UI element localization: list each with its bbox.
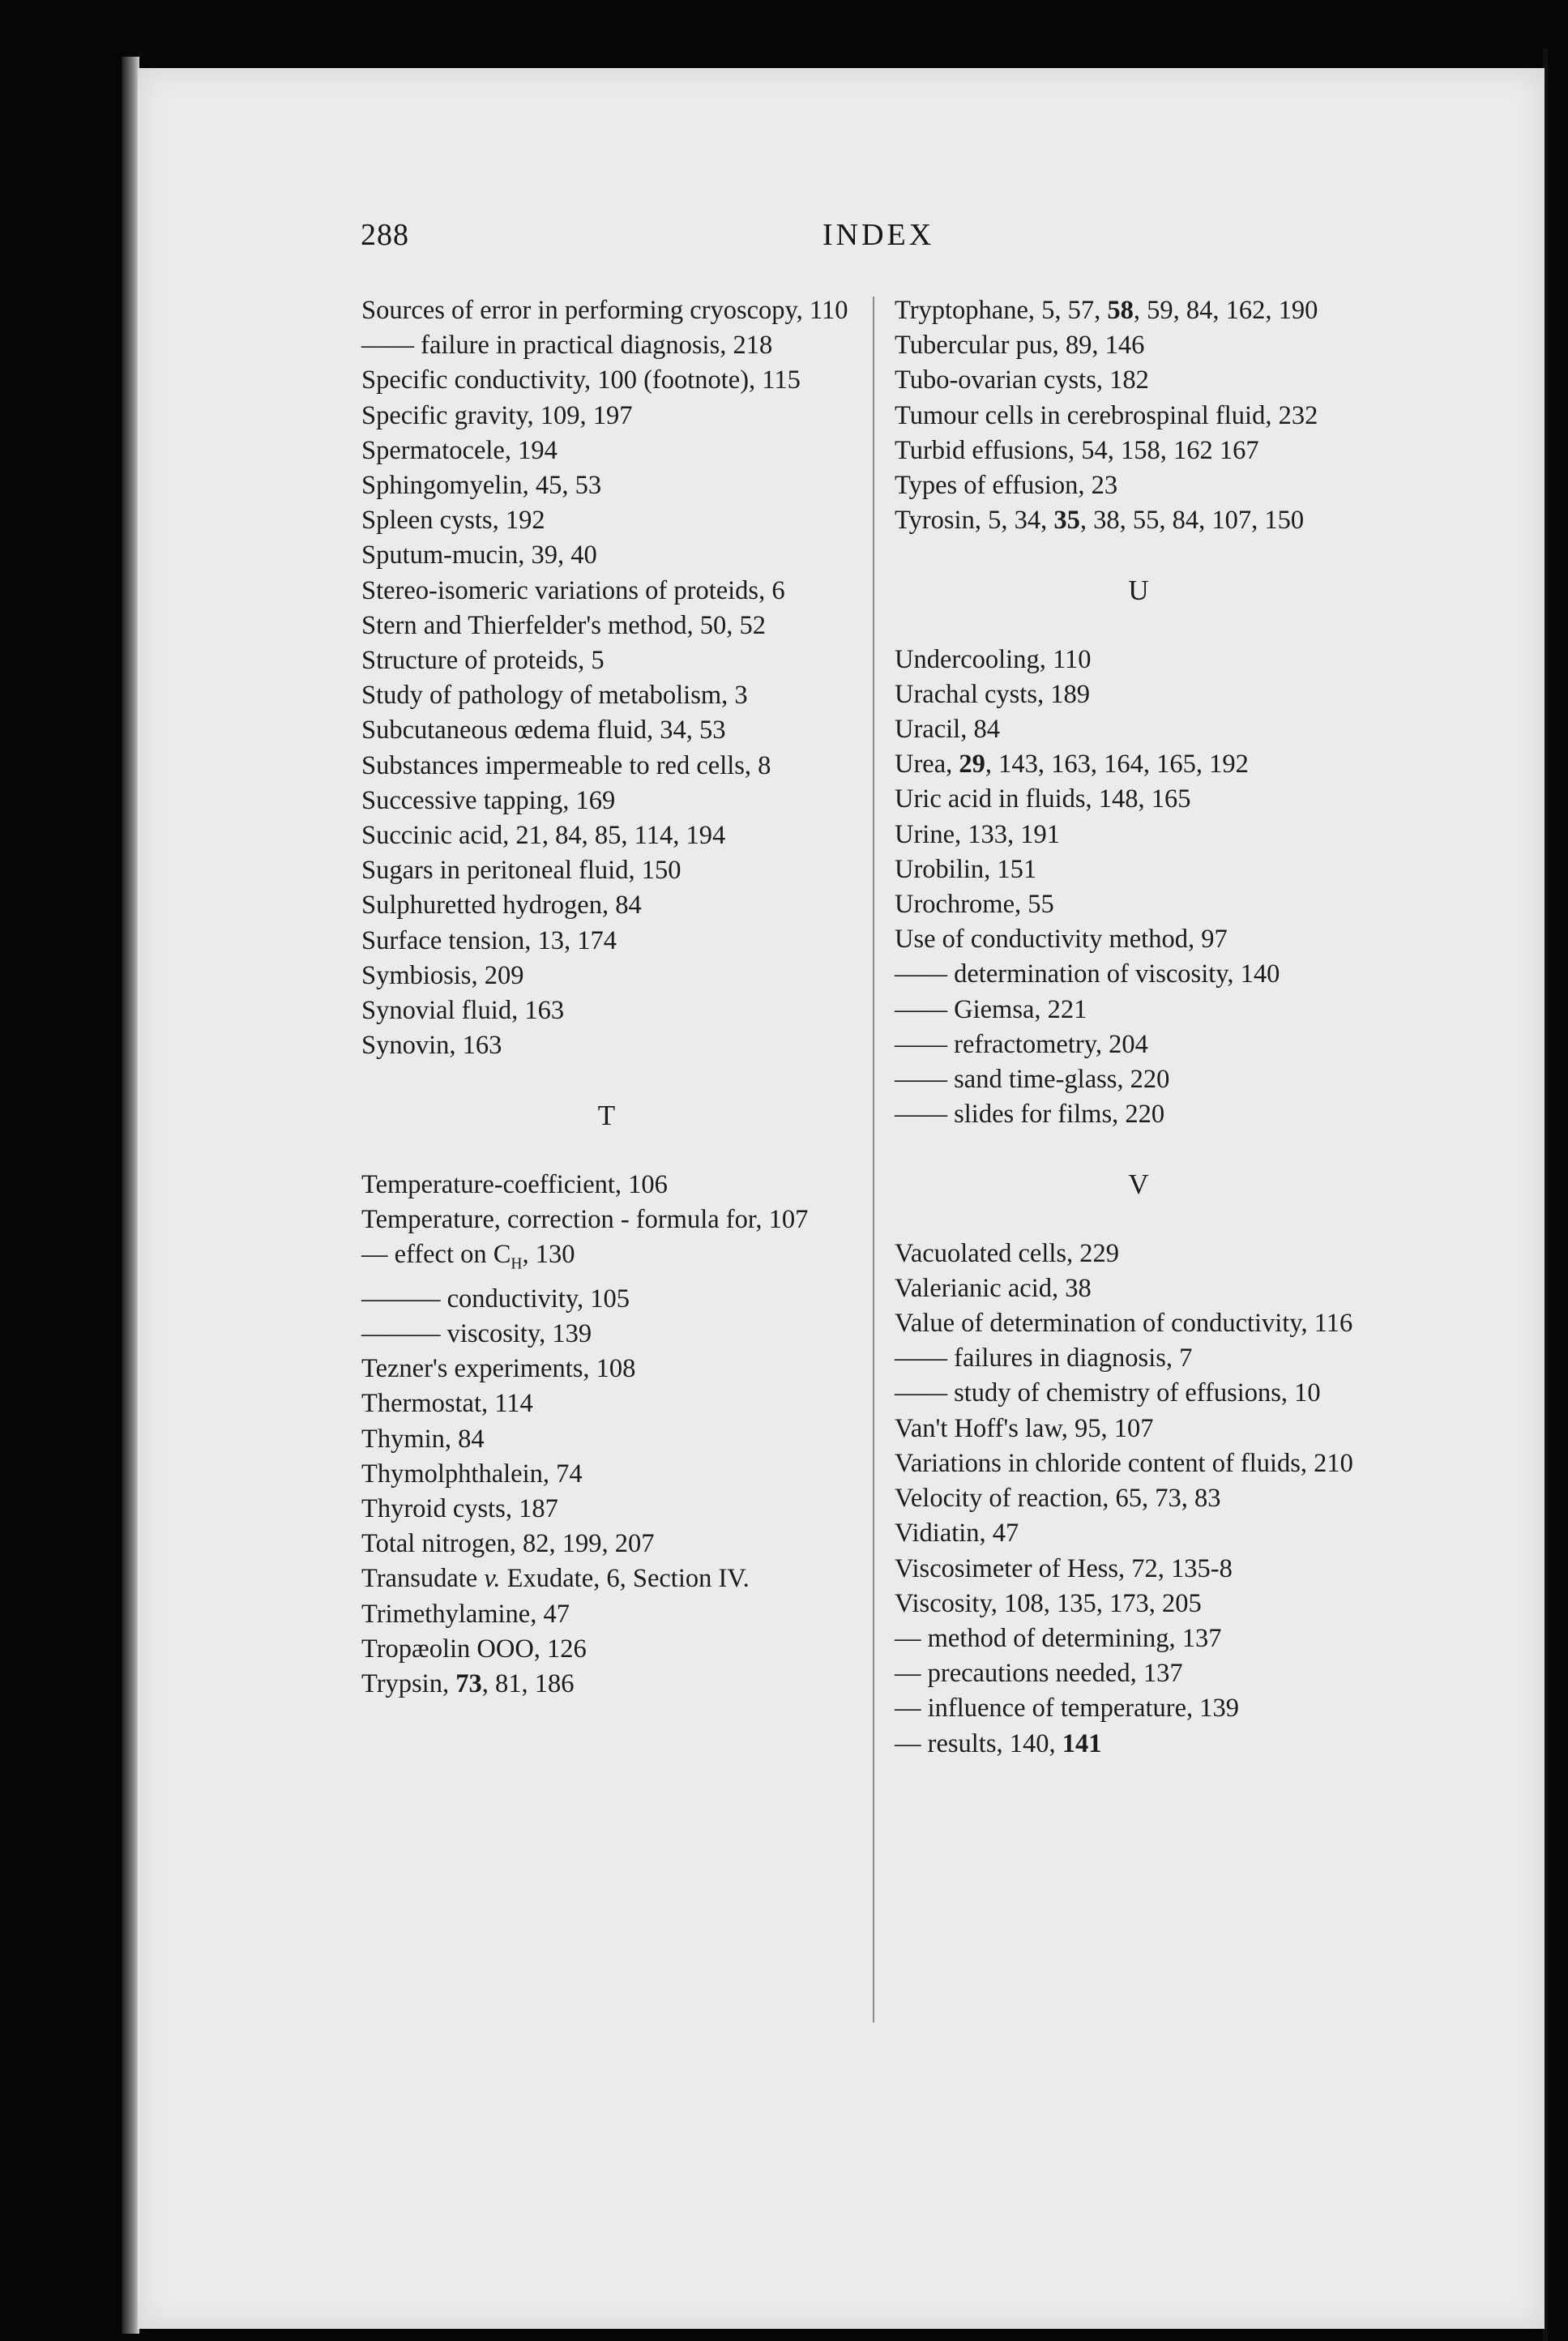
index-entry: Succinic acid, 21, 84, 85, 114, 194: [361, 821, 726, 851]
index-entry: Trimethylamine, 47: [361, 1599, 570, 1629]
index-entry: —— slides for films, 220: [895, 1100, 1165, 1130]
entry-text: , 143, 163, 164, 165, 192: [985, 750, 1249, 780]
index-entry: Turbid effusions, 54, 158, 162 167: [895, 435, 1259, 465]
index-left-column: [361, 293, 852, 1702]
index-entry: Spleen cysts, 192: [361, 506, 545, 536]
index-entry: Specific conductivity, 100 (footnote), 115: [361, 365, 801, 395]
index-entry: —— study of chemistry of effusions, 10: [895, 1378, 1321, 1408]
index-entry: [361, 1561, 852, 1596]
index-entry: Urachal cysts, 189: [895, 679, 1090, 709]
index-entry: Thymin, 84: [361, 1424, 485, 1454]
entry-text: , 130: [522, 1240, 575, 1270]
index-entry: Variations in chloride content of fluids, 210: [895, 1448, 1353, 1478]
section-letter-u: U: [1128, 575, 1149, 607]
index-entry: — precautions needed, 137: [895, 1659, 1183, 1689]
index-entry: Use of conductivity method, 97: [895, 925, 1228, 955]
index-entry: Study of pathology of metabolism, 3: [361, 681, 748, 711]
index-entry: Tezner's experiments, 108: [361, 1354, 636, 1384]
index-entry: Surface tension, 13, 174: [361, 925, 617, 955]
running-head: INDEX: [822, 218, 935, 252]
index-entry: Temperature, correction - formula for, 107: [361, 1204, 809, 1234]
subscript: H: [511, 1255, 523, 1273]
index-entry: Valerianic acid, 38: [895, 1273, 1092, 1303]
index-group-t-left: [361, 1168, 852, 1702]
index-entry: — influence of temperature, 139: [895, 1694, 1240, 1724]
index-entry: Van't Hoff's law, 95, 107: [895, 1413, 1154, 1443]
entry-text: Tryptophane, 5, 57,: [895, 296, 1108, 325]
index-entry: —— Giemsa, 221: [895, 994, 1087, 1024]
index-entry: Vacuolated cells, 229: [895, 1238, 1120, 1268]
index-entry: Types of effusion, 23: [895, 471, 1118, 501]
index-entry: [895, 293, 1382, 328]
index-entry: [361, 1237, 852, 1282]
index-entry: Viscosity, 108, 135, 173, 205: [895, 1588, 1202, 1618]
index-entry: ——— conductivity, 105: [361, 1284, 630, 1314]
entry-italic: v.: [484, 1564, 501, 1594]
index-entry: Sputum-mucin, 39, 40: [361, 540, 597, 570]
index-entry: Synovial fluid, 163: [361, 996, 565, 1026]
index-entry: Spermatocele, 194: [361, 435, 558, 465]
index-entry: Urine, 133, 191: [895, 819, 1060, 849]
book-binding-edge: [122, 57, 139, 2334]
entry-text: , 59, 84, 162, 190: [1133, 296, 1318, 325]
index-entry: [361, 1667, 852, 1702]
index-entry: [895, 1727, 1382, 1762]
entry-bold-page: 58: [1107, 296, 1134, 325]
index-entry: Tropæolin OOO, 126: [361, 1634, 587, 1664]
index-entry: Temperature-coefficient, 106: [361, 1169, 668, 1199]
entry-text: , 38, 55, 84, 107, 150: [1079, 506, 1305, 536]
index-entry: Thyroid cysts, 187: [361, 1494, 558, 1523]
column-divider: [873, 297, 874, 2023]
index-entry: Tubercular pus, 89, 146: [895, 331, 1145, 361]
index-entry: Tubo-ovarian cysts, 182: [895, 365, 1149, 395]
entry-bold-page: 73: [455, 1669, 482, 1699]
entry-text: Urea,: [895, 750, 959, 780]
entry-bold-page: 35: [1053, 506, 1080, 536]
index-entry: Sources of error in performing cryoscopy, 110: [361, 296, 848, 325]
index-entry: Thermostat, 114: [361, 1389, 533, 1419]
index-entry: —— failure in practical diagnosis, 218: [361, 331, 773, 361]
index-entry: Total nitrogen, 82, 199, 207: [361, 1529, 655, 1559]
index-entry: Structure of proteids, 5: [361, 646, 605, 676]
index-entry: Sphingomyelin, 45, 53: [361, 471, 602, 501]
index-group-s: [361, 293, 852, 1063]
index-group-v: [895, 1237, 1382, 1762]
entry-text: Tyrosin, 5, 34,: [895, 506, 1054, 536]
index-entry: Viscosimeter of Hess, 72, 135-8: [895, 1553, 1233, 1583]
index-entry: Stereo-isomeric variations of proteids, 6: [361, 575, 785, 605]
page-header: [361, 217, 1568, 259]
index-entry: Velocity of reaction, 65, 73, 83: [895, 1484, 1221, 1514]
index-entry: Sugars in peritoneal fluid, 150: [361, 856, 681, 886]
index-entry: Undercooling, 110: [895, 644, 1092, 674]
index-entry: Sulphuretted hydrogen, 84: [361, 891, 642, 921]
index-entry: —— refractometry, 204: [895, 1029, 1148, 1059]
index-entry: Stern and Thierfelder's method, 50, 52: [361, 610, 766, 640]
index-entry: [895, 747, 1382, 782]
index-entry: Uracil, 84: [895, 715, 1000, 745]
index-entry: —— determination of viscosity, 140: [895, 959, 1280, 989]
index-entry: Tumour cells in cerebrospinal fluid, 232: [895, 400, 1318, 430]
entry-text: Exudate, 6, Section IV.: [500, 1564, 750, 1594]
index-entry: Successive tapping, 169: [361, 785, 616, 815]
index-entry: Uric acid in fluids, 148, 165: [895, 784, 1191, 814]
page-number: 288: [361, 218, 409, 252]
index-right-column: [895, 293, 1382, 1762]
section-letter-v: V: [1128, 1168, 1149, 1201]
index-entry: Symbiosis, 209: [361, 960, 524, 990]
entry-text: , 81, 186: [481, 1669, 575, 1699]
index-group-t-right: [895, 293, 1382, 538]
index-entry: Thymolphthalein, 74: [361, 1459, 583, 1489]
index-entry: Value of determination of conductivity, 116: [895, 1309, 1353, 1339]
index-entry: —— sand time-glass, 220: [895, 1065, 1170, 1095]
section-letter-t: T: [597, 1100, 616, 1132]
index-entry: Subcutaneous œdema fluid, 34, 53: [361, 716, 726, 745]
entry-bold-page: 29: [959, 750, 985, 780]
index-entry: [895, 503, 1382, 538]
index-entry: Urochrome, 55: [895, 890, 1054, 920]
index-entry: —— failures in diagnosis, 7: [895, 1344, 1193, 1373]
index-entry: — method of determining, 137: [895, 1623, 1222, 1653]
entry-text: Transudate: [361, 1564, 485, 1594]
index-group-u: [895, 643, 1382, 1133]
entry-bold-page: 141: [1062, 1728, 1102, 1758]
index-entry: Substances impermeable to red cells, 8: [361, 750, 771, 780]
entry-text: — effect on C: [361, 1240, 511, 1270]
index-entry: Vidiatin, 47: [895, 1519, 1019, 1549]
index-entry: Specific gravity, 109, 197: [361, 400, 633, 430]
index-entry: ——— viscosity, 139: [361, 1318, 592, 1348]
index-entry: Urobilin, 151: [895, 854, 1037, 884]
entry-text: — results, 140,: [895, 1728, 1062, 1758]
index-entry: Synovin, 163: [361, 1031, 502, 1061]
entry-text: Trypsin,: [361, 1669, 456, 1699]
